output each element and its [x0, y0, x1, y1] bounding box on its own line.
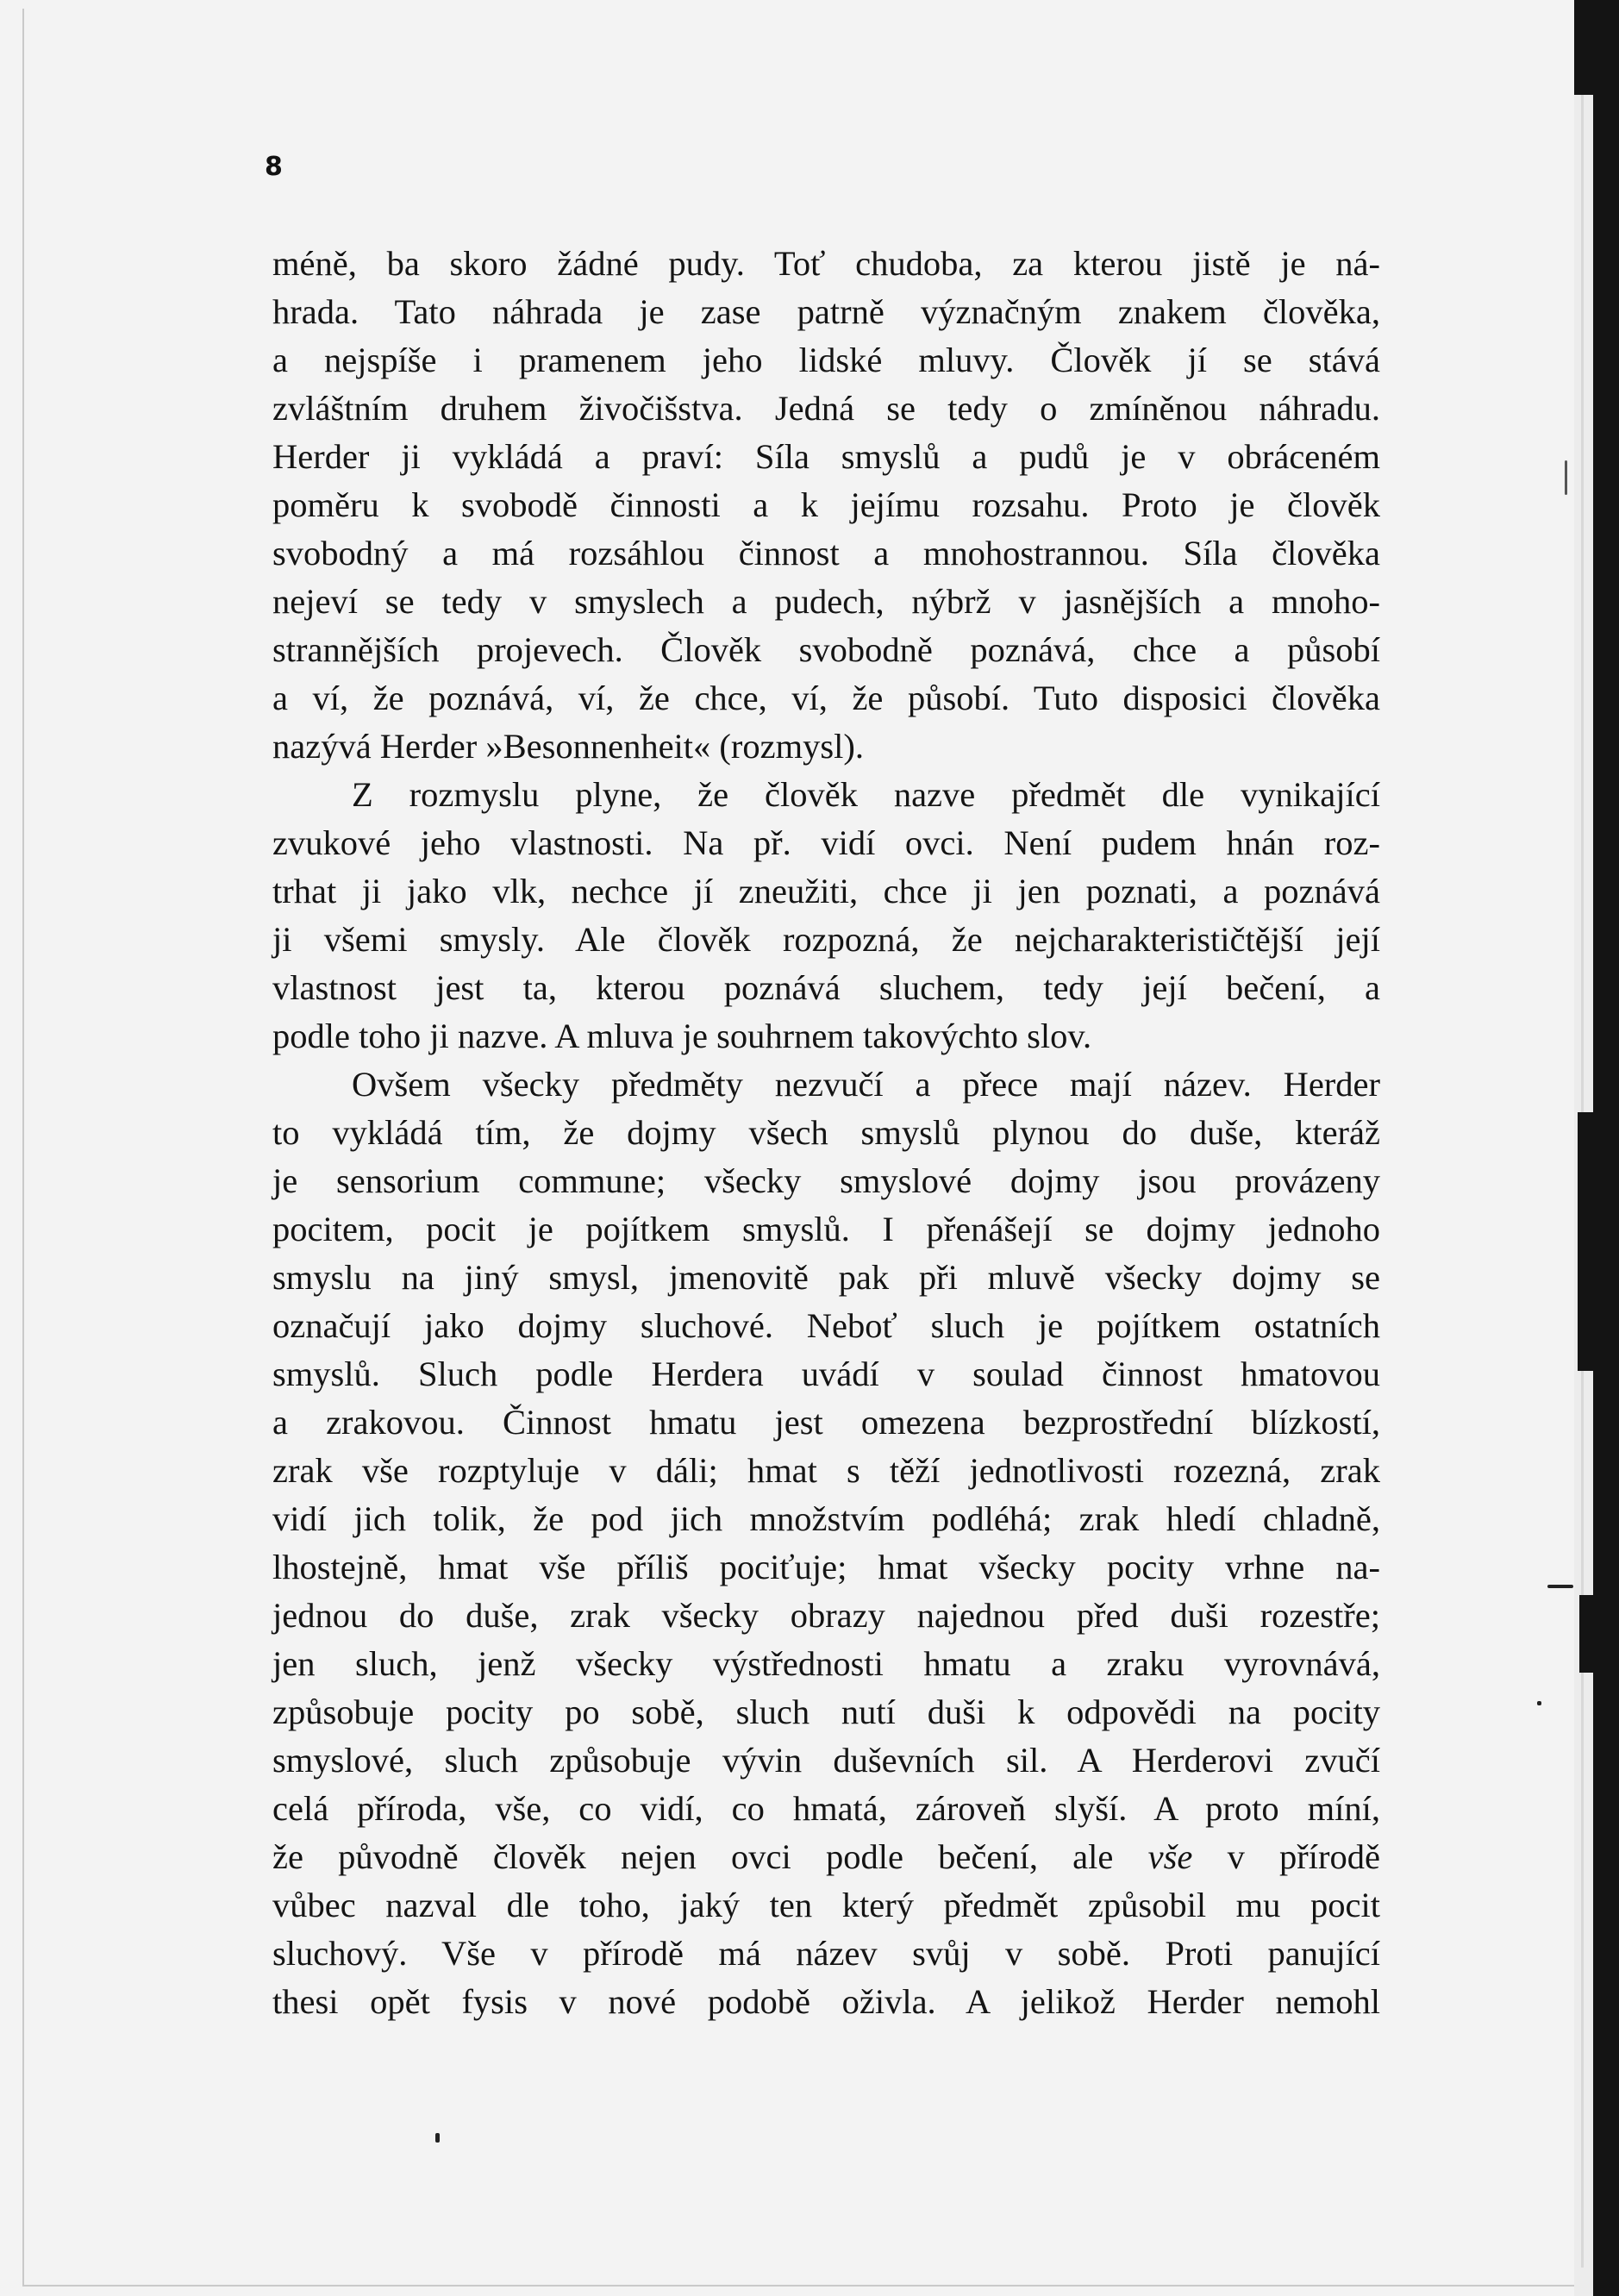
text-line: jednou do duše, zrak všecky obrazy najednou před duši rozestře; — [272, 1596, 1380, 1635]
text-line: vidí jich tolik, že pod jich množstvím podléhá; zrak hledí chladně, — [272, 1499, 1380, 1538]
text-line: a ví, že poznává, ví, že chce, ví, že působí. Tuto disposici člověka — [272, 679, 1380, 717]
scan-dash-mark — [1547, 1585, 1573, 1588]
scan-speck — [435, 2133, 440, 2143]
text-line: to vykládá tím, že dojmy všech smyslů plynou do duše, kteráž — [272, 1113, 1380, 1152]
text-line: a nejspíše i pramenem jeho lidské mluvy. Člověk jí se stává — [272, 341, 1380, 379]
scan-speck — [1565, 460, 1567, 495]
text-line: celá příroda, vše, co vidí, co hmatá, zároveň slyší. A proto míní, — [272, 1789, 1380, 1828]
text-line: méně, ba skoro žádné pudy. Toť chudoba, za kterou jistě je ná- — [272, 244, 1380, 283]
text-line: poměru k svobodě činnosti a k jejímu rozsahu. Proto je člověk — [272, 485, 1380, 524]
text-line: pocitem, pocit je pojítkem smyslů. I přenášejí se dojmy jednoho — [272, 1210, 1380, 1248]
text-line: trhat ji jako vlk, nechce jí zneužiti, chce ji jen poznati, a poznává — [272, 872, 1380, 910]
text-line: vůbec nazval dle toho, jaký ten který předmět způsobil mu pocit — [272, 1886, 1380, 1924]
text-line: thesi opět fysis v nové podobě oživla. A jelikož Herder nemohl — [272, 1982, 1380, 2021]
scan-edge-shadow — [1593, 0, 1619, 2296]
page-number: 8 — [265, 152, 283, 182]
text-line: strannějších projevech. Člověk svobodně poznává, chce a působí — [272, 630, 1380, 669]
emphasized-word: vše — [1147, 1837, 1193, 1876]
text-line: označují jako dojmy sluchové. Neboť sluch je pojítkem ostatních — [272, 1306, 1380, 1345]
text-line: smyslů. Sluch podle Herdera uvádí v soulad činnost hmatovou — [272, 1354, 1380, 1393]
text-line: že původně člověk nejen ovci podle bečení, ale vše v přírodě — [272, 1837, 1380, 1876]
text-line: smyslu na jiný smysl, jmenovitě pak při mluvě všecky dojmy se — [272, 1258, 1380, 1297]
text-line: lhostejně, hmat vše příliš pociťuje; hmat všecky pocity vrhne na- — [272, 1548, 1380, 1586]
text-line: zrak vše rozptyluje v dáli; hmat s těží jednotlivosti rozezná, zrak — [272, 1451, 1380, 1490]
text-line: způsobuje pocity po sobě, sluch nutí duši k odpovědi na pocity — [272, 1692, 1380, 1731]
text-line: nejeví se tedy v smyslech a pudech, nýbrž v jasnějších a mnoho- — [272, 582, 1380, 621]
text-line: Herder ji vykládá a praví: Síla smyslů a pudů je v obráceném — [272, 437, 1380, 476]
scan-edge-notch — [1574, 0, 1593, 95]
text-line: ji všemi smysly. Ale člověk rozpozná, že nejcharakterističtější její — [272, 920, 1380, 959]
text-line: jen sluch, jenž všecky výstřednosti hmatu a zraku vyrovnává, — [272, 1644, 1380, 1683]
text-line: svobodný a má rozsáhlou činnost a mnohostrannou. Síla člověka — [272, 534, 1380, 572]
paragraph-end-line: podle toho ji nazve. A mluva je souhrnem takovýchto slov. — [272, 1017, 1092, 1055]
text-line: smyslové, sluch způsobuje vývin duševních sil. A Herderovi zvučí — [272, 1741, 1380, 1780]
scan-speck — [1537, 1701, 1541, 1705]
body-text — [272, 240, 1380, 2026]
paragraph-start-line: Ovšem všecky předměty nezvučí a přece mají název. Herder — [352, 1065, 1380, 1104]
paragraph-end-line: nazývá Herder »Besonnenheit« (rozmysl). — [272, 727, 865, 766]
text-line: sluchový. Vše v přírodě má název svůj v sobě. Proti panující — [272, 1934, 1380, 1973]
text-line: je sensorium commune; všecky smyslové dojmy jsou provázeny — [272, 1161, 1380, 1200]
text-line: zvukové jeho vlastnosti. Na př. vidí ovci. Není pudem hnán roz- — [272, 823, 1380, 862]
paragraph-start-line: Z rozmyslu plyne, že člověk nazve předmět dle vynikající — [352, 775, 1380, 814]
text-line: a zrakovou. Činnost hmatu jest omezena bezprostřední blízkostí, — [272, 1403, 1380, 1442]
scan-edge-notch — [1579, 1595, 1593, 1673]
text-line: hrada. Tato náhrada je zase patrně význačným znakem člověka, — [272, 292, 1380, 331]
text-line: zvláštním druhem živočišstva. Jedná se tedy o zmíněnou náhradu. — [272, 389, 1380, 428]
scan-edge-notch — [1578, 1112, 1593, 1371]
text-line: vlastnost jest ta, kterou poznává sluchem, tedy její bečení, a — [272, 968, 1380, 1007]
